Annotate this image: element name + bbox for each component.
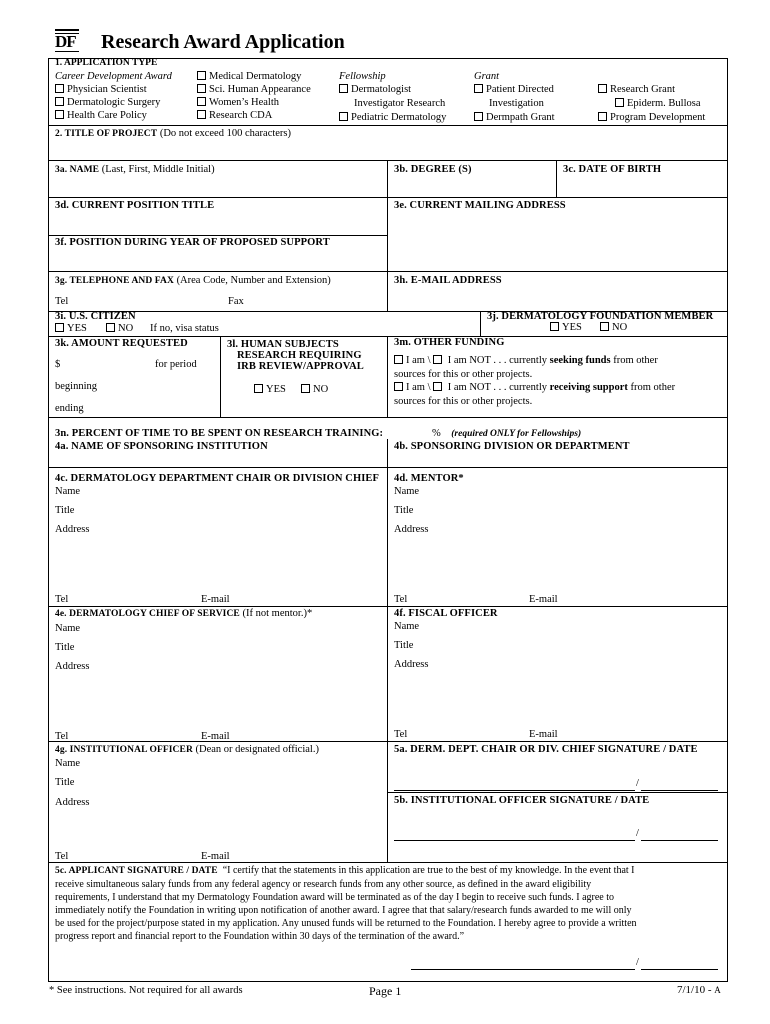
checkbox-icon[interactable]	[339, 112, 348, 121]
footer-note: * See instructions. Not required for all awards	[49, 985, 243, 996]
project-title-field[interactable]: 2. TITLE OF PROJECT (Do not exceed 100 characters)	[55, 128, 292, 139]
degree-field[interactable]: 3b. DEGREE (S)	[394, 164, 472, 175]
us-citizen-yes[interactable]: YES	[55, 323, 87, 334]
checkbox-sci-human-appearance[interactable]: Sci. Human Appearance	[197, 84, 311, 95]
human-subjects-yes[interactable]: YES	[254, 384, 286, 395]
checkbox-physician-scientist[interactable]: Physician Scientist	[55, 84, 147, 95]
checkbox-dermatologic-surgery[interactable]: Dermatologic Surgery	[55, 97, 160, 108]
receiving-support-row[interactable]: I am \ I am NOT . . . currently receiving support from other	[394, 382, 675, 393]
chair-signature-slash: /	[636, 778, 639, 789]
career-development-heading: Career Development Award	[55, 71, 172, 82]
inst-officer-date-line[interactable]	[641, 840, 718, 841]
inst-officer-address-field[interactable]: Address	[55, 797, 90, 808]
fiscal-title-field[interactable]: Title	[394, 640, 414, 651]
df-member-yes[interactable]: YES	[550, 322, 582, 333]
applicant-signature-slash: /	[636, 957, 639, 968]
fiscal-officer-label: 4f. FISCAL OFFICER	[394, 608, 498, 619]
checkbox-research-grant[interactable]: Research Grant	[598, 84, 675, 95]
checkbox-icon[interactable]	[197, 110, 206, 119]
dept-chair-address-field[interactable]: Address	[55, 524, 90, 535]
inst-officer-title-field[interactable]: Title	[55, 777, 75, 788]
fiscal-tel-field[interactable]: Tel	[394, 729, 408, 740]
checkbox-icon[interactable]	[394, 355, 403, 364]
percent-time-field[interactable]: % (required ONLY for Fellowships)	[432, 428, 582, 439]
inst-officer-signature-line[interactable]	[394, 840, 635, 841]
page-title: Research Award Application	[101, 31, 345, 53]
checkbox-icon[interactable]	[550, 322, 559, 331]
fellowship-heading: Fellowship	[339, 71, 386, 82]
checkbox-icon[interactable]	[433, 355, 442, 364]
checkbox-icon[interactable]	[339, 84, 348, 93]
beginning-field[interactable]: beginning	[55, 381, 97, 392]
df-member-no[interactable]: NO	[600, 322, 627, 333]
mentor-label: 4d. MENTOR*	[394, 473, 464, 484]
application-type-label: 1. APPLICATION TYPE	[55, 58, 158, 68]
seeking-funds-row[interactable]: I am \ I am NOT . . . currently seeking funds from other	[394, 355, 658, 366]
dept-chair-name-field[interactable]: Name	[55, 486, 81, 497]
checkbox-womens-health[interactable]: Women’s Health	[197, 97, 279, 108]
chief-title-field[interactable]: Title	[55, 642, 75, 653]
applicant-certification: 5c. APPLICANT SIGNATURE / DATE “I certify that the statements in this application are true to the best of my knowledge. In the event that I receive simultaneous salary funds from any federal agency or research funds from any other source, as defined in the award eligibility requirements, I understand that my Dermatology Foundation award will be terminated as of the day I begin to receive such funds. I agree to immediately notify the Foundation in writing upon notification of another award. I agree that that salary/research funds awarded to me will only be used for the project/purpose stated in my application. Any unused funds will be returned to the Foundation. I hereby agree to provide a written progress report and financial report to the Foundation within 30 days of the termination of the award.”	[55, 865, 637, 942]
percent-time-label: 3n. PERCENT OF TIME TO BE SPENT ON RESEARCH TRAINING:	[55, 428, 384, 439]
grant-item1-cont: Investigation	[489, 98, 544, 109]
chief-email-field[interactable]: E-mail	[201, 731, 230, 742]
checkbox-icon[interactable]	[433, 382, 442, 391]
us-citizen-label: 3i. U.S. CITIZEN	[55, 311, 136, 322]
dept-chair-tel-field[interactable]: Tel	[55, 594, 69, 605]
receiving-support-row-cont: sources for this or other projects.	[394, 396, 533, 407]
human-subjects-no[interactable]: NO	[301, 384, 328, 395]
inst-officer-signature-slash: /	[636, 828, 639, 839]
mentor-email-field[interactable]: E-mail	[529, 594, 558, 605]
checkbox-research-cda[interactable]: Research CDA	[197, 110, 272, 121]
chief-of-service-label: 4e. DERMATOLOGY CHIEF OF SERVICE (If not mentor.)*	[55, 608, 313, 619]
checkbox-icon[interactable]	[55, 97, 64, 106]
page-number: Page 1	[369, 984, 402, 998]
checkbox-icon[interactable]	[197, 97, 206, 106]
human-subjects-label-1: 3l. HUMAN SUBJECTS	[227, 339, 339, 350]
mentor-name-field[interactable]: Name	[394, 486, 420, 497]
ending-field[interactable]: ending	[55, 403, 84, 414]
chief-tel-field[interactable]: Tel	[55, 731, 69, 742]
version-label: 7/1/10 - A	[677, 984, 721, 996]
fiscal-address-field[interactable]: Address	[394, 659, 429, 670]
chief-name-field[interactable]: Name	[55, 623, 81, 634]
checkbox-epiderm-bullosa[interactable]: Epiderm. Bullosa	[615, 98, 701, 109]
institutional-officer-label: 4g. INSTITUTIONAL OFFICER (Dean or designated official.)	[55, 744, 319, 755]
checkbox-health-care-policy[interactable]: Health Care Policy	[55, 110, 147, 121]
mentor-title-field[interactable]: Title	[394, 505, 414, 516]
inst-officer-tel-field[interactable]: Tel	[55, 851, 69, 862]
fiscal-name-field[interactable]: Name	[394, 621, 420, 632]
df-logo: DF	[55, 29, 79, 53]
applicant-date-line[interactable]	[641, 969, 718, 970]
checkbox-icon[interactable]	[598, 84, 607, 93]
checkbox-icon[interactable]	[474, 84, 483, 93]
amount-field[interactable]: $	[55, 359, 61, 370]
inst-officer-signature-label: 5b. INSTITUTIONAL OFFICER SIGNATURE / DATE	[394, 795, 650, 806]
fax-field[interactable]: Fax	[228, 296, 244, 307]
chief-address-field[interactable]: Address	[55, 661, 90, 672]
dept-chair-email-field[interactable]: E-mail	[201, 594, 230, 605]
current-position-field[interactable]: 3d. CURRENT POSITION TITLE	[55, 200, 215, 211]
checkbox-icon[interactable]	[55, 110, 64, 119]
checkbox-icon[interactable]	[615, 98, 624, 107]
checkbox-icon[interactable]	[301, 384, 310, 393]
amount-requested-label: 3k. AMOUNT REQUESTED	[55, 338, 188, 349]
checkbox-icon[interactable]	[254, 384, 263, 393]
human-subjects-label-2: RESEARCH REQUIRING	[237, 350, 362, 361]
checkbox-dermatologist-investigator[interactable]: Dermatologist	[339, 84, 411, 95]
visa-status-field[interactable]: If no, visa status	[150, 323, 219, 334]
chair-signature-line[interactable]	[394, 790, 635, 791]
checkbox-icon[interactable]	[474, 112, 483, 121]
name-field[interactable]: 3a. NAME (Last, First, Middle Initial)	[55, 164, 215, 175]
mailing-address-field[interactable]: 3e. CURRENT MAILING ADDRESS	[394, 200, 566, 211]
us-citizen-no[interactable]: NO	[106, 323, 133, 334]
dept-chair-title-field[interactable]: Title	[55, 505, 75, 516]
checkbox-icon[interactable]	[197, 84, 206, 93]
position-during-support-field[interactable]: 3f. POSITION DURING YEAR OF PROPOSED SUPPORT	[55, 237, 330, 248]
applicant-signature-line[interactable]	[411, 969, 635, 970]
checkbox-icon[interactable]	[55, 323, 64, 332]
checkbox-icon[interactable]	[197, 71, 206, 80]
checkbox-program-development[interactable]: Program Development	[598, 112, 705, 123]
checkbox-patient-directed[interactable]: Patient Directed	[474, 84, 554, 95]
checkbox-icon[interactable]	[106, 323, 115, 332]
grant-heading: Grant	[474, 71, 500, 82]
period-label: for period	[155, 359, 197, 370]
checkbox-icon[interactable]	[55, 84, 64, 93]
seeking-funds-row-cont: sources for this or other projects.	[394, 369, 533, 380]
other-funding-label: 3m. OTHER FUNDING	[394, 337, 505, 348]
checkbox-icon[interactable]	[598, 112, 607, 121]
df-member-label: 3j. DERMATOLOGY FOUNDATION MEMBER	[487, 311, 714, 322]
fellowship-item1-cont: Investigator Research	[354, 98, 446, 109]
checkbox-icon[interactable]	[600, 322, 609, 331]
sponsoring-institution-field[interactable]: 4a. NAME OF SPONSORING INSTITUTION	[55, 441, 268, 452]
checkbox-medical-dermatology[interactable]: Medical Dermatology	[197, 71, 301, 82]
sponsoring-division-field[interactable]: 4b. SPONSORING DIVISION OR DEPARTMENT	[394, 441, 630, 452]
inst-officer-email-field[interactable]: E-mail	[201, 851, 230, 862]
human-subjects-label-3: IRB REVIEW/APPROVAL	[237, 361, 364, 372]
mentor-tel-field[interactable]: Tel	[394, 594, 408, 605]
applicant-signature-label: 5c. APPLICANT SIGNATURE / DATE	[55, 866, 218, 876]
chair-date-line[interactable]	[641, 790, 718, 791]
telephone-fax-label: 3g. TELEPHONE AND FAX (Area Code, Number and Extension)	[55, 275, 331, 286]
checkbox-pediatric-dermatology[interactable]: Pediatric Dermatology	[339, 112, 446, 123]
checkbox-dermpath-grant[interactable]: Dermpath Grant	[474, 112, 555, 123]
dept-chair-label: 4c. DERMATOLOGY DEPARTMENT CHAIR OR DIVISION CHIEF	[55, 473, 380, 484]
fiscal-email-field[interactable]: E-mail	[529, 729, 558, 740]
chair-signature-label: 5a. DERM. DEPT. CHAIR OR DIV. CHIEF SIGNATURE / DATE	[394, 744, 698, 755]
email-address-field[interactable]: 3h. E-MAIL ADDRESS	[394, 275, 502, 286]
inst-officer-name-field[interactable]: Name	[55, 758, 81, 769]
tel-field[interactable]: Tel	[55, 296, 69, 307]
date-of-birth-field[interactable]: 3c. DATE OF BIRTH	[563, 164, 662, 175]
mentor-address-field[interactable]: Address	[394, 524, 429, 535]
checkbox-icon[interactable]	[394, 382, 403, 391]
